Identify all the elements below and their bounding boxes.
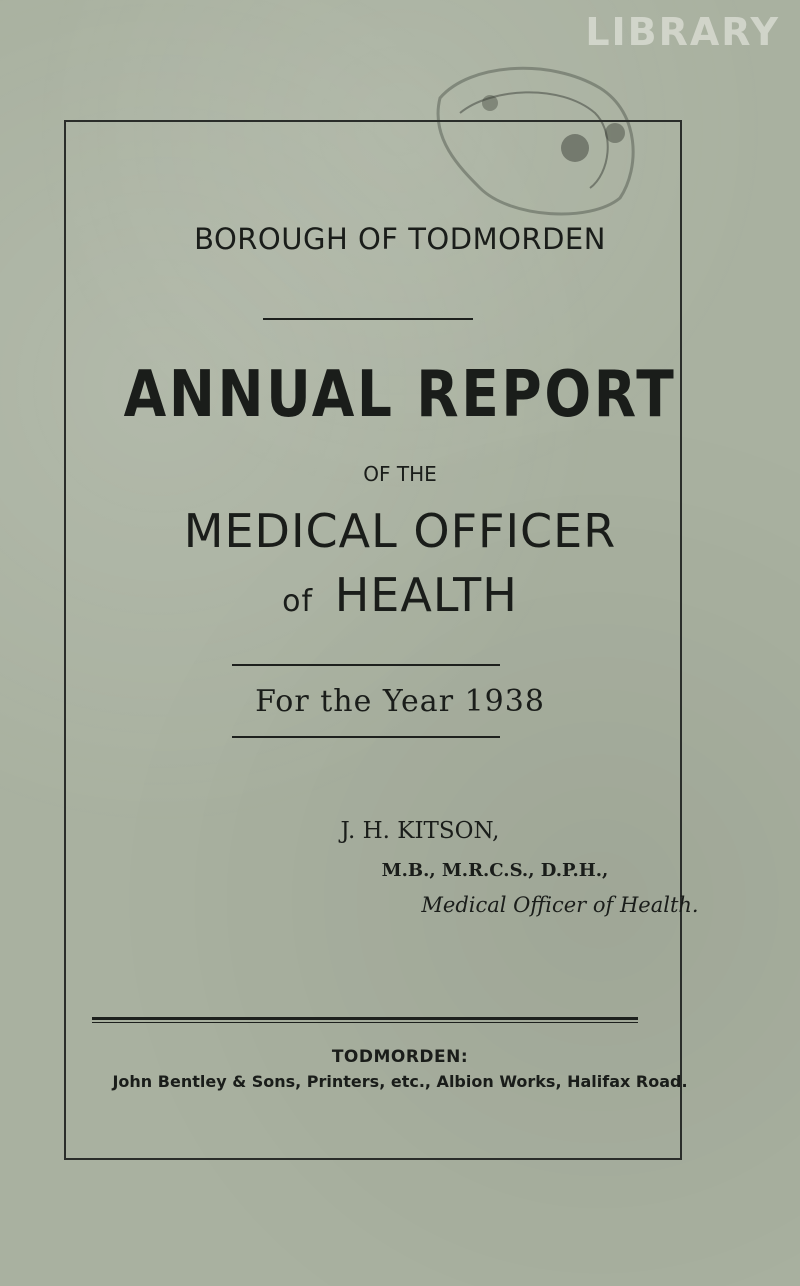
author-role: Medical Officer of Health. [421,893,699,917]
divider-rule [263,318,473,320]
library-stamp: LIBRARY [585,10,780,54]
officer-heading: MEDICAL OFFICER [183,504,617,558]
health-label: HEALTH [334,568,518,622]
author-degrees: M.B., M.R.C.S., D.P.H., [381,860,609,881]
report-year: For the Year 1938 [255,684,545,719]
borough-heading: BOROUGH OF TODMORDEN [194,222,606,256]
printer-place: TODMORDEN: [331,1047,469,1067]
double-rule [92,1022,638,1023]
printer-details: John Bentley & Sons, Printers, etc., Albion Works, Halifax Road. [112,1072,688,1091]
report-title: ANNUAL REPORT [123,358,677,432]
author-name: J. H. KITSON, [340,818,500,844]
divider-rule [232,736,500,738]
double-rule [92,1017,638,1020]
divider-rule [232,664,500,666]
of-the-label: OF THE [363,462,437,486]
of-label: of [282,584,314,619]
page-frame [64,120,682,1160]
health-heading [0,568,800,622]
